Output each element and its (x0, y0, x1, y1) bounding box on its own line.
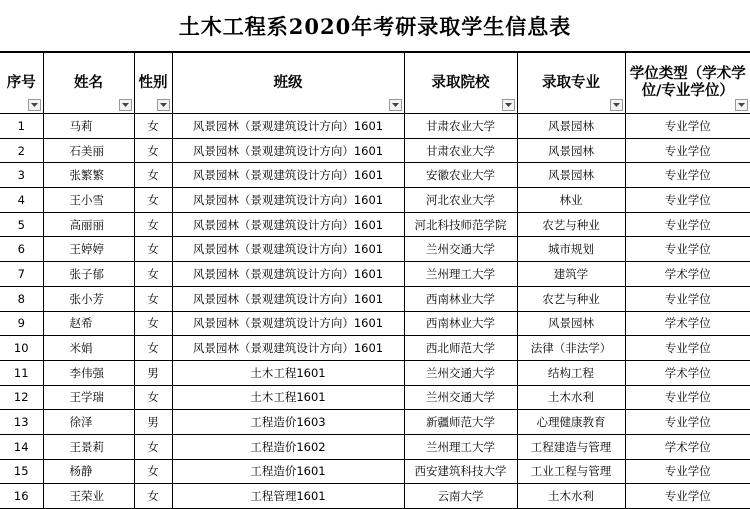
cell-class: 风景园林（景观建筑设计方向）1601 (172, 311, 404, 336)
cell-major: 林业 (517, 188, 625, 213)
cell-class: 工程管理1601 (172, 484, 404, 509)
cell-name: 张繁繁 (43, 163, 134, 188)
col-header-university (404, 53, 517, 114)
header-label: 姓名 (74, 74, 103, 91)
cell-name: 张小芳 (43, 286, 134, 311)
cell-degree-type: 专业学位 (625, 138, 750, 163)
col-header-degree-type (625, 53, 750, 114)
cell-index: 16 (0, 484, 43, 509)
header-label: 性别 (138, 74, 168, 91)
col-header-index (0, 53, 43, 114)
cell-gender: 女 (134, 212, 172, 237)
dropdown-filter-icon (122, 103, 129, 107)
cell-gender: 男 (134, 410, 172, 435)
table-row (0, 385, 750, 410)
table-row (0, 262, 750, 287)
cell-gender: 男 (134, 360, 172, 385)
cell-major: 工业工程与管理 (517, 459, 625, 484)
cell-degree-type: 专业学位 (625, 114, 750, 139)
filter-dropdown-button[interactable] (119, 99, 132, 111)
cell-index: 7 (0, 262, 43, 287)
cell-university: 新疆师范大学 (404, 410, 517, 435)
cell-gender: 女 (134, 237, 172, 262)
cell-index: 13 (0, 410, 43, 435)
table-row (0, 410, 750, 435)
cell-index: 9 (0, 311, 43, 336)
table-row (0, 484, 750, 509)
dropdown-filter-icon (613, 103, 620, 107)
cell-gender: 女 (134, 163, 172, 188)
header-label: 序号 (6, 74, 36, 91)
cell-major: 建筑学 (517, 262, 625, 287)
cell-university: 兰州交通大学 (404, 385, 517, 410)
cell-name: 王小雪 (43, 188, 134, 213)
cell-class: 工程造价1602 (172, 434, 404, 459)
table-body (0, 114, 750, 509)
cell-major: 土木水利 (517, 385, 625, 410)
dropdown-filter-icon (738, 103, 745, 107)
cell-degree-type: 专业学位 (625, 188, 750, 213)
cell-index: 14 (0, 434, 43, 459)
cell-major: 城市规划 (517, 237, 625, 262)
cell-class: 工程造价1603 (172, 410, 404, 435)
title-bar (0, 0, 750, 52)
cell-name: 杨静 (43, 459, 134, 484)
cell-degree-type: 专业学位 (625, 163, 750, 188)
cell-university: 兰州交通大学 (404, 360, 517, 385)
table-row (0, 286, 750, 311)
header-row (0, 53, 750, 114)
cell-degree-type: 专业学位 (625, 410, 750, 435)
dropdown-filter-icon (31, 103, 38, 107)
cell-degree-type: 专业学位 (625, 336, 750, 361)
cell-university: 云南大学 (404, 484, 517, 509)
cell-gender: 女 (134, 286, 172, 311)
cell-class: 风景园林（景观建筑设计方向）1601 (172, 188, 404, 213)
cell-major: 工程建造与管理 (517, 434, 625, 459)
header-label: 班级 (273, 74, 303, 91)
cell-university: 安徽农业大学 (404, 163, 517, 188)
cell-class: 风景园林（景观建筑设计方向）1601 (172, 237, 404, 262)
cell-class: 风景园林（景观建筑设计方向）1601 (172, 336, 404, 361)
cell-university: 兰州理工大学 (404, 262, 517, 287)
cell-gender: 女 (134, 434, 172, 459)
cell-degree-type: 学术学位 (625, 262, 750, 287)
cell-university: 河北农业大学 (404, 188, 517, 213)
col-header-class (172, 53, 404, 114)
cell-name: 王学瑞 (43, 385, 134, 410)
filter-dropdown-button[interactable] (157, 99, 170, 111)
cell-index: 6 (0, 237, 43, 262)
cell-degree-type: 学术学位 (625, 360, 750, 385)
cell-index: 8 (0, 286, 43, 311)
cell-university: 西南林业大学 (404, 311, 517, 336)
table-row (0, 138, 750, 163)
cell-major: 心理健康教育 (517, 410, 625, 435)
cell-name: 王婷婷 (43, 237, 134, 262)
cell-class: 风景园林（景观建筑设计方向）1601 (172, 286, 404, 311)
admissions-table (0, 52, 750, 509)
cell-index: 12 (0, 385, 43, 410)
cell-gender: 女 (134, 188, 172, 213)
cell-gender: 女 (134, 138, 172, 163)
filter-dropdown-button[interactable] (735, 99, 748, 111)
cell-major: 风景园林 (517, 311, 625, 336)
cell-major: 农艺与种业 (517, 212, 625, 237)
cell-gender: 女 (134, 459, 172, 484)
cell-gender: 女 (134, 114, 172, 139)
cell-degree-type: 专业学位 (625, 286, 750, 311)
header-label: 录取专业 (542, 74, 600, 91)
cell-class: 工程造价1601 (172, 459, 404, 484)
cell-name: 李伟强 (43, 360, 134, 385)
cell-major: 土木水利 (517, 484, 625, 509)
col-header-gender (134, 53, 172, 114)
cell-class: 风景园林（景观建筑设计方向）1601 (172, 163, 404, 188)
cell-index: 10 (0, 336, 43, 361)
cell-gender: 女 (134, 385, 172, 410)
cell-index: 11 (0, 360, 43, 385)
cell-degree-type: 专业学位 (625, 459, 750, 484)
cell-name: 高丽丽 (43, 212, 134, 237)
table-row (0, 311, 750, 336)
cell-university: 西北师范大学 (404, 336, 517, 361)
cell-major: 法律（非法学） (517, 336, 625, 361)
cell-university: 河北科技师范学院 (404, 212, 517, 237)
cell-major: 结构工程 (517, 360, 625, 385)
cell-index: 15 (0, 459, 43, 484)
header-label: 录取院校 (431, 74, 490, 91)
cell-name: 张子郁 (43, 262, 134, 287)
table-row (0, 336, 750, 361)
cell-university: 甘肃农业大学 (404, 114, 517, 139)
col-header-name (43, 53, 134, 114)
cell-name: 赵希 (43, 311, 134, 336)
cell-degree-type: 专业学位 (625, 385, 750, 410)
cell-university: 兰州理工大学 (404, 434, 517, 459)
cell-class: 土木工程1601 (172, 385, 404, 410)
cell-class: 风景园林（景观建筑设计方向）1601 (172, 138, 404, 163)
cell-name: 徐泽 (43, 410, 134, 435)
col-header-major (517, 53, 625, 114)
cell-index: 1 (0, 114, 43, 139)
cell-gender: 女 (134, 311, 172, 336)
cell-university: 甘肃农业大学 (404, 138, 517, 163)
table-row (0, 434, 750, 459)
table-row (0, 459, 750, 484)
cell-university: 西安建筑科技大学 (404, 459, 517, 484)
cell-gender: 女 (134, 484, 172, 509)
cell-name: 王荣业 (43, 484, 134, 509)
cell-name: 石美丽 (43, 138, 134, 163)
table-row (0, 163, 750, 188)
cell-index: 5 (0, 212, 43, 237)
cell-index: 2 (0, 138, 43, 163)
filter-dropdown-button[interactable] (610, 99, 623, 111)
cell-degree-type: 专业学位 (625, 484, 750, 509)
cell-gender: 女 (134, 262, 172, 287)
cell-university: 西南林业大学 (404, 286, 517, 311)
table-row (0, 360, 750, 385)
cell-university: 兰州交通大学 (404, 237, 517, 262)
cell-degree-type: 学术学位 (625, 434, 750, 459)
cell-index: 4 (0, 188, 43, 213)
cell-class: 风景园林（景观建筑设计方向）1601 (172, 114, 404, 139)
cell-major: 风景园林 (517, 163, 625, 188)
cell-gender: 女 (134, 336, 172, 361)
cell-major: 风景园林 (517, 114, 625, 139)
cell-degree-type: 专业学位 (625, 237, 750, 262)
cell-class: 风景园林（景观建筑设计方向）1601 (172, 262, 404, 287)
table-row (0, 188, 750, 213)
table-row (0, 212, 750, 237)
filter-dropdown-button[interactable] (389, 99, 402, 111)
cell-class: 土木工程1601 (172, 360, 404, 385)
cell-name: 马莉 (43, 114, 134, 139)
dropdown-filter-icon (505, 103, 512, 107)
cell-name: 王景莉 (43, 434, 134, 459)
cell-class: 风景园林（景观建筑设计方向）1601 (172, 212, 404, 237)
filter-dropdown-button[interactable] (28, 99, 41, 111)
table-row (0, 114, 750, 139)
cell-index: 3 (0, 163, 43, 188)
dropdown-filter-icon (160, 103, 167, 107)
filter-dropdown-button[interactable] (502, 99, 515, 111)
header-label: 学位类型（学术学位/专业学位） (629, 66, 746, 99)
cell-name: 米娟 (43, 336, 134, 361)
cell-major: 风景园林 (517, 138, 625, 163)
cell-degree-type: 专业学位 (625, 212, 750, 237)
cell-major: 农艺与种业 (517, 286, 625, 311)
dropdown-filter-icon (392, 103, 399, 107)
cell-degree-type: 学术学位 (625, 311, 750, 336)
table-row (0, 237, 750, 262)
sheet-title: 土木工程系2020年考研录取学生信息表 (178, 13, 572, 39)
